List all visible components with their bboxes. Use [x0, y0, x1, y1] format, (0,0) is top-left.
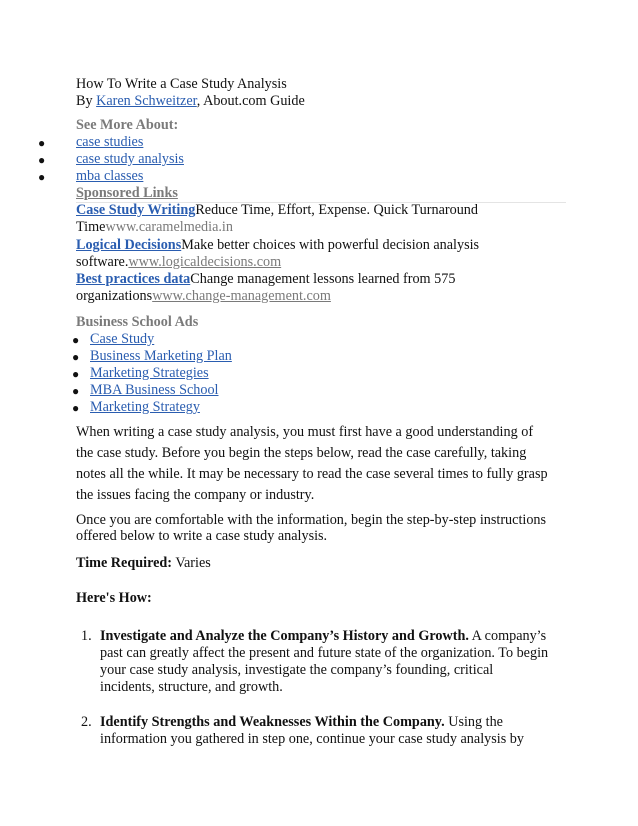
ad-2-text-cont: software. [76, 254, 129, 270]
business-ad-link-mba-school[interactable]: MBA Business School [90, 382, 219, 398]
intro-p1-line3: notes all the while. It may be necessary to read the case several times to fully grasp [76, 466, 548, 482]
byline-suffix: , About.com Guide [196, 93, 305, 109]
author-link[interactable]: Karen Schweitzer [96, 93, 197, 109]
ad-1-line1 [76, 202, 478, 219]
bullet-icon: ● [38, 136, 46, 150]
time-required-label: Time Required: [76, 555, 173, 571]
step-2-number: 2. [81, 714, 92, 730]
ad-2-title-link[interactable]: Logical Decisions [76, 237, 182, 253]
bullet-icon: ● [72, 367, 80, 381]
ad-1-line2 [76, 219, 233, 236]
ad-2-line2 [76, 254, 281, 271]
intro-p1-line1: When writing a case study analysis, you must first have a good understanding of [76, 424, 534, 440]
business-school-ads-heading: Business School Ads [76, 314, 199, 330]
step-1-text: A company’s [468, 628, 547, 644]
intro-p2-line2: offered below to write a case study analysis. [76, 528, 328, 544]
step-1-line1 [100, 628, 546, 645]
time-required [76, 555, 211, 572]
step-2-line2: information you gathered in step one, continue your case study analysis by [100, 731, 524, 747]
see-more-link-case-study-analysis[interactable]: case study analysis [76, 151, 184, 167]
step-1-number: 1. [81, 628, 92, 644]
ad-1-title-link[interactable]: Case Study Writing [76, 202, 196, 218]
bullet-icon: ● [38, 153, 46, 167]
business-ad-link-marketing-strategy[interactable]: Marketing Strategy [90, 399, 200, 415]
byline [76, 93, 305, 110]
sponsored-links-heading[interactable]: Sponsored Links [76, 185, 178, 201]
ad-3-line1 [76, 271, 455, 288]
step-2-line1 [100, 714, 503, 731]
see-more-link-case-studies[interactable]: case studies [76, 134, 144, 150]
heres-how-heading: Here's How: [76, 590, 152, 606]
step-1-title: Investigate and Analyze the Company’s History and Growth. [100, 628, 469, 644]
step-1-line3: your case study analysis, investigate the company’s founding, critical [100, 662, 494, 678]
ad-3-text: Change management lessons learned from 575 [190, 271, 456, 287]
ad-3-title-link[interactable]: Best practices data [76, 271, 191, 287]
time-required-value: Varies [172, 555, 211, 571]
step-2-text: Using the [444, 714, 503, 730]
step-1-line4: incidents, structure, and growth. [100, 679, 283, 695]
see-more-heading: See More About: [76, 117, 179, 133]
business-ad-link-case-study[interactable]: Case Study [90, 331, 155, 347]
step-1-line2: past can greatly affect the present and future state of the organization. To begin [100, 645, 549, 661]
ad-2-url-link[interactable]: www.logicaldecisions.com [128, 254, 282, 270]
ad-3-text-cont: organizations [76, 288, 153, 304]
step-2-title: Identify Strengths and Weaknesses Within the Company. [100, 714, 445, 730]
see-more-link-mba-classes[interactable]: mba classes [76, 168, 144, 184]
ad-3-line2 [76, 288, 331, 305]
bullet-icon: ● [72, 333, 80, 347]
business-ad-link-marketing-plan[interactable]: Business Marketing Plan [90, 348, 232, 364]
bullet-icon: ● [72, 350, 80, 364]
byline-prefix: By [76, 93, 97, 109]
intro-p2-line1: Once you are comfortable with the information, begin the step-by-step instructions [76, 512, 547, 528]
ad-2-line1 [76, 237, 479, 254]
bullet-icon: ● [72, 384, 80, 398]
bullet-icon: ● [72, 401, 80, 415]
intro-p1-line2: the case study. Before you begin the steps below, read the case carefully, taking [76, 445, 527, 461]
ad-1-text: Reduce Time, Effort, Expense. Quick Turnaround [195, 202, 478, 218]
ad-2-text: Make better choices with powerful decision analysis [181, 237, 480, 253]
business-ad-link-marketing-strategies[interactable]: Marketing Strategies [90, 365, 209, 381]
ad-1-text-cont: Time [76, 219, 106, 235]
article-title: How To Write a Case Study Analysis [76, 76, 287, 92]
bullet-icon: ● [38, 170, 46, 184]
ad-3-url-link[interactable]: www.change-management.com [152, 288, 331, 304]
intro-p1-line4: the issues facing the company or industry. [76, 487, 315, 503]
ad-1-url-link[interactable]: www.caramelmedia.in [105, 219, 233, 235]
